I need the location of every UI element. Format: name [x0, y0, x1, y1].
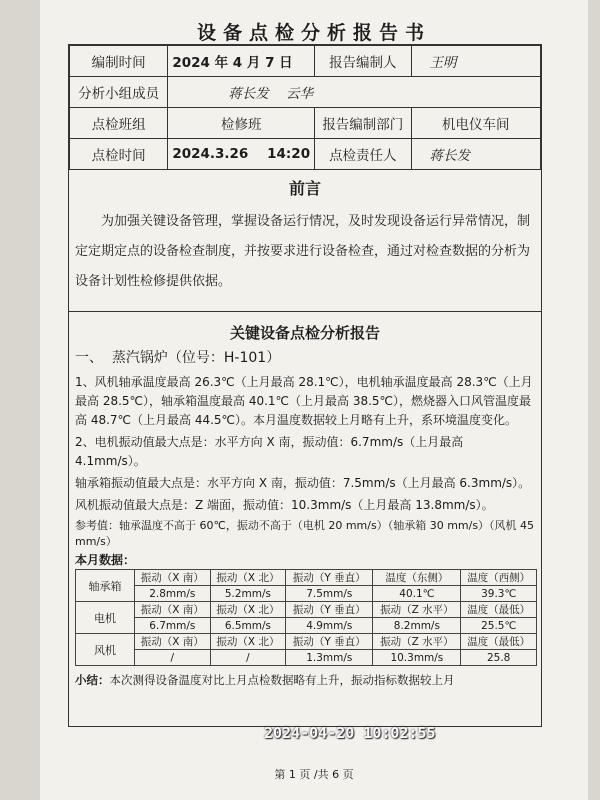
- compile-time-label: 编制时间: [70, 46, 168, 77]
- table-cell: 25.8: [461, 650, 537, 666]
- info-row-inspect: [70, 139, 541, 170]
- members-label: 分析小组成员: [70, 77, 168, 108]
- info-row-members: [70, 77, 541, 108]
- table-cell: /: [210, 650, 286, 666]
- summary-line: [69, 666, 541, 688]
- inspect-time-value: 2024.3.26 14:20: [168, 139, 315, 170]
- table-row: [76, 570, 537, 586]
- month-data-label: 本月数据：: [75, 553, 136, 567]
- summary-label: 小结：: [75, 673, 110, 687]
- table-cell: 8.2mm/s: [373, 618, 461, 634]
- table-cell: 1.3mm/s: [286, 650, 373, 666]
- summary-text: 本次测得设备温度对比上月点检数据略有上升，振动指标数据较上月: [109, 673, 455, 687]
- info-row-team: [70, 108, 541, 139]
- table-cell: 10.3mm/s: [373, 650, 461, 666]
- equipment-heading: 一、 蒸汽锅炉（位号：H-101）: [75, 350, 281, 366]
- document-title: 设备点检分析报告书: [196, 22, 431, 44]
- members-signature: 蒋长发 云华: [168, 77, 541, 108]
- table-cell: 39.3℃: [461, 586, 537, 602]
- table-cell: 7.5mm/s: [286, 586, 373, 602]
- table-cell: /: [135, 650, 211, 666]
- table-header-cell: 温度（最低）: [461, 634, 537, 650]
- table-header-cell: 振动（X 南）: [135, 602, 211, 618]
- bearing-name: 轴承箱: [76, 570, 135, 602]
- table-header-cell: 振动（Z 水平）: [373, 602, 461, 618]
- table-header-cell: 振动（X 南）: [135, 634, 211, 650]
- table-row: [76, 650, 537, 666]
- report-title: 关键设备点检分析报告: [229, 324, 380, 342]
- responsible-label: 点检责任人: [315, 139, 411, 170]
- info-table: [69, 45, 541, 170]
- table-header-cell: 振动（Z 水平）: [373, 634, 461, 650]
- table-header-cell: 振动（Y 垂直）: [286, 602, 373, 618]
- table-cell: 2.8mm/s: [135, 586, 211, 602]
- table-cell: 6.7mm/s: [135, 618, 211, 634]
- motor-name: 电机: [76, 602, 135, 634]
- finding-temperature: 1、风机轴承温度最高 26.3℃（上月最高 28.1℃），电机轴承温度最高 28.3℃（上月最高 28.5℃），轴承箱温度最高 40.1℃（上月最高 38.5℃），燃烧器入口风管温度最高 48.7℃（上月最高 44.5℃）。本月温度数据较上月略有上升，系环境温度变化。: [75, 375, 533, 427]
- inspect-time-label: 点检时间: [70, 139, 168, 170]
- info-row-compile: [70, 46, 541, 77]
- preface-text: 为加强关键设备管理，掌握设备运行情况，及时发现设备运行异常情况，制定定期定点的设备检查制度，并按要求进行设备检查，通过对检查数据的分析为设备计划性检修提供依据。: [75, 214, 531, 289]
- table-header-cell: 振动（X 北）: [210, 570, 286, 586]
- table-header-cell: 振动（Y 垂直）: [286, 570, 373, 586]
- dept-label: 报告编制部门: [315, 108, 411, 139]
- table-row: [76, 618, 537, 634]
- table-cell: 40.1℃: [373, 586, 461, 602]
- table-cell: 4.9mm/s: [286, 618, 373, 634]
- table-header-cell: 温度（最低）: [461, 602, 537, 618]
- table-header-cell: 振动（Y 垂直）: [286, 634, 373, 650]
- table-row: [76, 602, 537, 618]
- finding-motor-vibration: 2、电机振动值最大点是：水平方向 X 南，振动值：6.7mm/s（上月最高 4.1mm/s）。: [75, 435, 464, 468]
- table-row: [76, 634, 537, 650]
- reference-values: 参考值：轴承温度不高于 60℃，振动不高于（电机 20 mm/s）（轴承箱 30 mm/s）（风机 45 mm/s）: [75, 519, 535, 548]
- table-header-cell: 温度（东侧）: [373, 570, 461, 586]
- page-footer: 第 1 页 /共 6 页: [274, 768, 354, 781]
- author-label: 报告编制人: [315, 46, 411, 77]
- table-header-cell: 温度（西侧）: [461, 570, 537, 586]
- finding-bearing-vibration: 轴承箱振动值最大点是：水平方向 X 南，振动值：7.5mm/s（上月最高 6.3mm/s）。: [75, 476, 531, 490]
- document-page: [40, 0, 588, 800]
- table-cell: 6.5mm/s: [210, 618, 286, 634]
- author-signature: 王明: [411, 46, 540, 77]
- table-header-cell: 振动（X 北）: [210, 602, 286, 618]
- team-value: 检修班: [168, 108, 315, 139]
- fan-name: 风机: [76, 634, 135, 666]
- finding-fan-vibration: 风机振动值最大点是：Z 端面，振动值：10.3mm/s（上月最高 13.8mm/s）。: [75, 498, 494, 512]
- table-row: [76, 586, 537, 602]
- dept-value: 机电仪车间: [411, 108, 540, 139]
- photo-timestamp: 2024-04-20 10:02:55: [264, 724, 436, 742]
- table-header-cell: 振动（X 南）: [135, 570, 211, 586]
- measurement-table: [75, 569, 537, 666]
- table-cell: 5.2mm/s: [210, 586, 286, 602]
- preface-heading: 前言: [288, 179, 321, 198]
- responsible-signature: 蒋长发: [411, 139, 540, 170]
- team-label: 点检班组: [70, 108, 168, 139]
- table-header-cell: 振动（X 北）: [210, 634, 286, 650]
- report-frame: [68, 44, 542, 727]
- table-cell: 25.5℃: [461, 618, 537, 634]
- compile-time-value: 2024 年 4 月 7 日: [168, 46, 315, 77]
- section-divider: [69, 311, 541, 312]
